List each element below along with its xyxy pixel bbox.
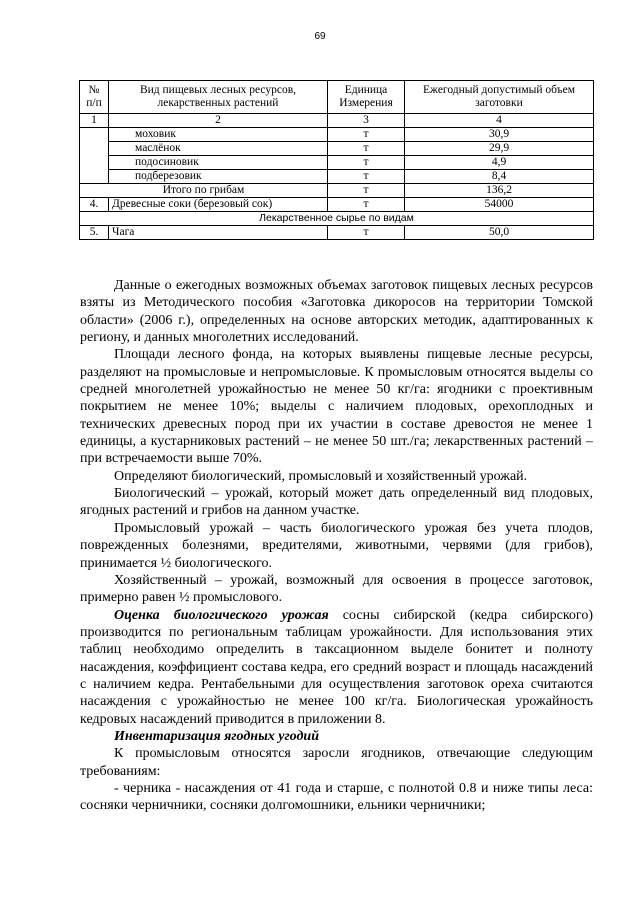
column-number-row (80, 114, 594, 128)
resource-name: моховик (109, 128, 328, 142)
resource-unit: т (328, 142, 405, 156)
resource-unit: т (328, 198, 405, 212)
header-annual-volume: Ежегодный допустимый объем заготовки (405, 81, 594, 114)
table-row (80, 128, 594, 142)
resource-value: 4,9 (405, 156, 594, 170)
section-heading (80, 728, 593, 745)
resource-value: 50,0 (405, 226, 594, 240)
resource-unit: т (328, 226, 405, 240)
paragraph-economic: Хозяйственный – урожай, возможный для освоения в процессе заготовок, примерно равен ½ промыслового. (80, 572, 593, 606)
paragraph-commercial: Промысловый урожай – часть биологического урожая без учета плодов, поврежденных болезнями, вредителями, животными, червями (для грибов), принимается ½ биологического. (80, 520, 593, 571)
resource-value: 30,9 (405, 128, 594, 142)
total-value: 136,2 (405, 184, 594, 198)
paragraph-forest-areas: Площади лесного фонда, на которых выявлены пищевые лесные ресурсы, разделяют на промысловые и непромысловые. К промысловым относятся выделы со средней многолетней урожайностью не менее 50 кг/га: ягодники с проективным покрытием не менее 10%; выделы с наличием плодовых, орехоплодных и технических древесных пород при их участии в составе древостоя не менее 1 единицы, а кустарниковых растений – не менее 50 шт./га; лекарственных растений – при встречаемости выше 70%. (80, 347, 593, 467)
row-number-cell (80, 128, 109, 184)
resource-name: подосиновик (109, 156, 328, 170)
table-row (80, 170, 594, 184)
cedar-assessment-text: сосны сибирской (кедра сибирского) производится по региональным таблицам урожайности. Для использования этих таблиц необходимо определить в таксационном выделе бонитет и полноту насаждения, коэффициент состава кедра, его средний возраст и площадь насаждений с наличием кедра. Рентабельными для осуществления заготовок ореха считаются насаждения с урожайностью не менее 100 кг/га. Биологическая урожайность кедровых насаждений приводится в приложении 8. (80, 607, 593, 727)
header-number: № п/п (80, 81, 109, 114)
table-header-row (80, 81, 594, 114)
page-number: 69 (314, 31, 326, 42)
paragraph-harvest-types: Определяют биологический, промысловый и хозяйственный урожай. (114, 468, 528, 484)
col-num-1: 1 (80, 114, 109, 128)
col-num-3: 3 (328, 114, 405, 128)
table-row (80, 142, 594, 156)
row-number: 5. (80, 226, 109, 240)
section-row (80, 212, 594, 226)
row-number: 4. (80, 198, 109, 212)
resource-unit: т (328, 128, 405, 142)
body-text (80, 277, 593, 815)
paragraph-berry-requirements: К промысловым относятся заросли ягодников, отвечающие следующим требованиям: (80, 746, 593, 779)
col-num-4: 4 (405, 114, 594, 128)
table-row (80, 156, 594, 170)
cedar-assessment-term: Оценка биологического урожая (114, 607, 329, 623)
mushroom-total-row (80, 184, 594, 198)
resource-unit: т (328, 156, 405, 170)
table-row (80, 198, 594, 212)
paragraph-blueberry: - черника - насаждения от 41 года и старше, с полнотой 0.8 и ниже типы леса: сосняки черничники, сосняки долгомошники, ельники черничники; (80, 780, 593, 814)
resource-name: Чага (109, 226, 328, 240)
resource-name: маслёнок (109, 142, 328, 156)
total-unit: т (328, 184, 405, 198)
table-row (80, 226, 594, 240)
paragraph-data-source: Данные о ежегодных возможных объемах заготовок пищевых лесных ресурсов взяты из Методического пособия «Заготовка дикоросов на территории Томской области» (2006 г.), определенных на основе авторских методик, адаптированных к региону, и данных многолетних исследований. (80, 278, 593, 346)
total-label: Итого по грибам (80, 184, 328, 198)
heading-text: Инвентаризация ягодных угодий (114, 728, 319, 744)
paragraph-cedar-assessment (80, 607, 593, 728)
forest-resources-table (79, 80, 594, 240)
resource-value: 8,4 (405, 170, 594, 184)
header-unit: Единица Измерения (328, 81, 405, 114)
section-label: Лекарственное сырье по видам (80, 212, 594, 226)
resource-name: подберезовик (109, 170, 328, 184)
resource-value: 29,9 (405, 142, 594, 156)
resource-unit: т (328, 170, 405, 184)
col-num-2: 2 (109, 114, 328, 128)
resource-name: Древесные соки (березовый сок) (109, 198, 328, 212)
header-resource-type: Вид пищевых лесных ресурсов, лекарственных растений (109, 81, 328, 114)
paragraph-biological: Биологический – урожай, который может дать определенный вид плодовых, ягодных растений и грибов на данном участке. (80, 486, 593, 519)
resource-value: 54000 (405, 198, 594, 212)
